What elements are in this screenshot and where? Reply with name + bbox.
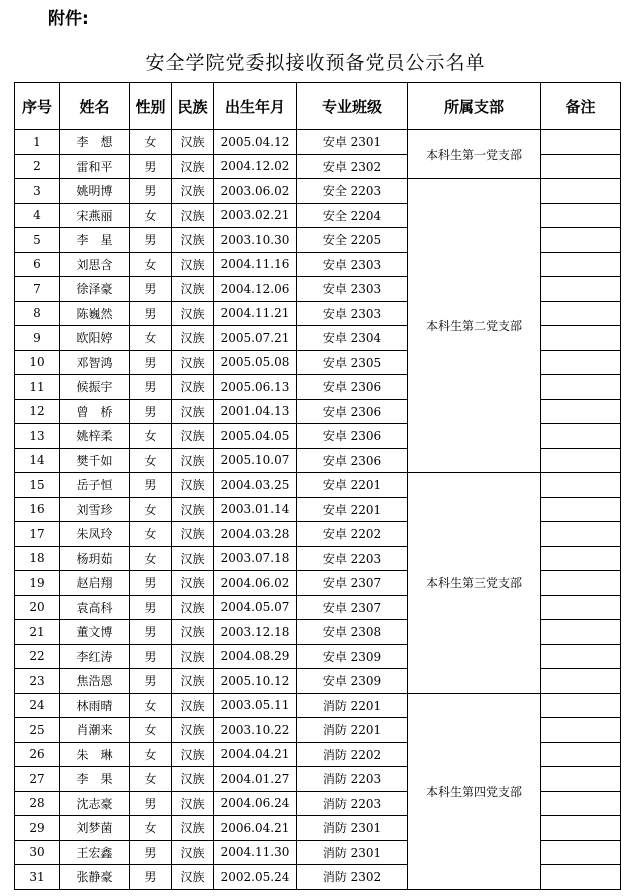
- header-row: [15, 83, 621, 130]
- cell-name: 陈巍然: [60, 301, 130, 326]
- cell-birth: 2004.06.02: [214, 571, 297, 596]
- cell-ethnicity: 汉族: [172, 228, 214, 253]
- cell-name: 宋燕丽: [60, 203, 130, 228]
- cell-class: 安卓 2303: [297, 301, 408, 326]
- cell-birth: 2001.04.13: [214, 399, 297, 424]
- cell-birth: 2004.11.16: [214, 252, 297, 277]
- cell-gender: 男: [130, 228, 172, 253]
- cell-ethnicity: 汉族: [172, 350, 214, 375]
- cell-gender: 男: [130, 669, 172, 694]
- cell-remark: [541, 669, 621, 694]
- cell-index: 4: [15, 203, 60, 228]
- cell-ethnicity: 汉族: [172, 399, 214, 424]
- cell-gender: 女: [130, 203, 172, 228]
- cell-birth: 2006.04.21: [214, 816, 297, 841]
- cell-gender: 女: [130, 497, 172, 522]
- cell-class: 安卓 2303: [297, 277, 408, 302]
- cell-remark: [541, 816, 621, 841]
- cell-birth: 2005.10.07: [214, 448, 297, 473]
- cell-birth: 2005.07.21: [214, 326, 297, 351]
- cell-birth: 2004.05.07: [214, 595, 297, 620]
- cell-class: 安卓 2201: [297, 497, 408, 522]
- cell-index: 5: [15, 228, 60, 253]
- header-gender: 性别: [130, 83, 172, 130]
- cell-ethnicity: 汉族: [172, 816, 214, 841]
- cell-index: 10: [15, 350, 60, 375]
- cell-ethnicity: 汉族: [172, 424, 214, 449]
- cell-class: 安卓 2306: [297, 448, 408, 473]
- cell-class: 安卓 2303: [297, 252, 408, 277]
- cell-name: 李 想: [60, 130, 130, 155]
- cell-gender: 男: [130, 301, 172, 326]
- cell-name: 赵启翔: [60, 571, 130, 596]
- cell-remark: [541, 228, 621, 253]
- cell-ethnicity: 汉族: [172, 448, 214, 473]
- cell-index: 30: [15, 840, 60, 865]
- cell-class: 安卓 2202: [297, 522, 408, 547]
- cell-ethnicity: 汉族: [172, 595, 214, 620]
- cell-class: 消防 2202: [297, 742, 408, 767]
- cell-index: 19: [15, 571, 60, 596]
- cell-class: 安全 2203: [297, 179, 408, 204]
- cell-index: 8: [15, 301, 60, 326]
- cell-gender: 女: [130, 130, 172, 155]
- cell-ethnicity: 汉族: [172, 571, 214, 596]
- cell-class: 安卓 2306: [297, 375, 408, 400]
- cell-remark: [541, 154, 621, 179]
- cell-ethnicity: 汉族: [172, 154, 214, 179]
- cell-index: 18: [15, 546, 60, 571]
- cell-remark: [541, 767, 621, 792]
- cell-gender: 女: [130, 326, 172, 351]
- cell-ethnicity: 汉族: [172, 865, 214, 890]
- cell-birth: 2004.06.24: [214, 791, 297, 816]
- cell-ethnicity: 汉族: [172, 522, 214, 547]
- cell-index: 15: [15, 473, 60, 498]
- cell-name: 徐泽豪: [60, 277, 130, 302]
- cell-ethnicity: 汉族: [172, 840, 214, 865]
- cell-class: 安卓 2305: [297, 350, 408, 375]
- cell-gender: 男: [130, 791, 172, 816]
- cell-ethnicity: 汉族: [172, 718, 214, 743]
- cell-class: 消防 2302: [297, 865, 408, 890]
- cell-gender: 男: [130, 399, 172, 424]
- cell-birth: 2003.10.30: [214, 228, 297, 253]
- cell-class: 安全 2204: [297, 203, 408, 228]
- cell-gender: 男: [130, 595, 172, 620]
- cell-gender: 女: [130, 693, 172, 718]
- cell-index: 24: [15, 693, 60, 718]
- cell-birth: 2004.12.06: [214, 277, 297, 302]
- cell-ethnicity: 汉族: [172, 497, 214, 522]
- cell-class: 消防 2203: [297, 791, 408, 816]
- cell-index: 3: [15, 179, 60, 204]
- cell-index: 27: [15, 767, 60, 792]
- cell-gender: 女: [130, 424, 172, 449]
- cell-class: 安卓 2307: [297, 595, 408, 620]
- header-index: 序号: [15, 83, 60, 130]
- cell-name: 林雨晴: [60, 693, 130, 718]
- cell-remark: [541, 840, 621, 865]
- cell-name: 沈志豪: [60, 791, 130, 816]
- cell-name: 王宏鑫: [60, 840, 130, 865]
- cell-birth: 2005.10.12: [214, 669, 297, 694]
- cell-index: 9: [15, 326, 60, 351]
- cell-gender: 男: [130, 154, 172, 179]
- cell-ethnicity: 汉族: [172, 669, 214, 694]
- cell-class: 安卓 2308: [297, 620, 408, 645]
- cell-class: 消防 2301: [297, 840, 408, 865]
- cell-index: 7: [15, 277, 60, 302]
- cell-remark: [541, 301, 621, 326]
- cell-gender: 男: [130, 644, 172, 669]
- cell-class: 安卓 2302: [297, 154, 408, 179]
- cell-ethnicity: 汉族: [172, 277, 214, 302]
- cell-remark: [541, 473, 621, 498]
- cell-name: 姚梓柔: [60, 424, 130, 449]
- document-title: 安全学院党委拟接收预备党员公示名单: [145, 52, 486, 74]
- header-branch: 所属支部: [408, 83, 541, 130]
- cell-remark: [541, 350, 621, 375]
- cell-ethnicity: 汉族: [172, 179, 214, 204]
- cell-name: 曾 桥: [60, 399, 130, 424]
- cell-remark: [541, 399, 621, 424]
- candidate-table: [14, 82, 621, 890]
- cell-index: 16: [15, 497, 60, 522]
- cell-remark: [541, 130, 621, 155]
- cell-class: 消防 2201: [297, 718, 408, 743]
- cell-remark: [541, 595, 621, 620]
- cell-index: 14: [15, 448, 60, 473]
- cell-birth: 2004.11.21: [214, 301, 297, 326]
- cell-remark: [541, 424, 621, 449]
- cell-ethnicity: 汉族: [172, 252, 214, 277]
- cell-name: 朱凤玲: [60, 522, 130, 547]
- cell-class: 安全 2205: [297, 228, 408, 253]
- cell-name: 李红涛: [60, 644, 130, 669]
- cell-index: 6: [15, 252, 60, 277]
- cell-remark: [541, 326, 621, 351]
- cell-index: 12: [15, 399, 60, 424]
- cell-branch: 本科生第四党支部: [408, 693, 541, 889]
- cell-birth: 2003.07.18: [214, 546, 297, 571]
- cell-name: 岳子恒: [60, 473, 130, 498]
- cell-gender: 女: [130, 546, 172, 571]
- cell-class: 安卓 2201: [297, 473, 408, 498]
- cell-birth: 2004.03.28: [214, 522, 297, 547]
- cell-ethnicity: 汉族: [172, 791, 214, 816]
- cell-name: 雷和平: [60, 154, 130, 179]
- cell-ethnicity: 汉族: [172, 620, 214, 645]
- cell-name: 刘思含: [60, 252, 130, 277]
- cell-class: 安卓 2301: [297, 130, 408, 155]
- header-remark: 备注: [541, 83, 621, 130]
- cell-birth: 2004.03.25: [214, 473, 297, 498]
- header-ethnicity: 民族: [172, 83, 214, 130]
- cell-name: 樊千如: [60, 448, 130, 473]
- cell-name: 袁高科: [60, 595, 130, 620]
- cell-ethnicity: 汉族: [172, 546, 214, 571]
- cell-ethnicity: 汉族: [172, 693, 214, 718]
- cell-class: 安卓 2306: [297, 424, 408, 449]
- cell-class: 安卓 2307: [297, 571, 408, 596]
- cell-birth: 2005.06.13: [214, 375, 297, 400]
- cell-gender: 男: [130, 571, 172, 596]
- cell-remark: [541, 620, 621, 645]
- cell-gender: 男: [130, 179, 172, 204]
- cell-name: 杨玥茹: [60, 546, 130, 571]
- cell-birth: 2005.04.05: [214, 424, 297, 449]
- cell-branch: 本科生第二党支部: [408, 179, 541, 473]
- cell-birth: 2003.02.21: [214, 203, 297, 228]
- cell-gender: 男: [130, 620, 172, 645]
- cell-gender: 女: [130, 816, 172, 841]
- table-row: [15, 693, 621, 718]
- cell-remark: [541, 571, 621, 596]
- cell-name: 刘雪珍: [60, 497, 130, 522]
- cell-index: 2: [15, 154, 60, 179]
- cell-name: 焦浩恩: [60, 669, 130, 694]
- cell-gender: 女: [130, 742, 172, 767]
- cell-birth: 2002.05.24: [214, 865, 297, 890]
- cell-name: 张静豪: [60, 865, 130, 890]
- cell-index: 17: [15, 522, 60, 547]
- cell-remark: [541, 252, 621, 277]
- cell-gender: 女: [130, 718, 172, 743]
- cell-remark: [541, 448, 621, 473]
- cell-class: 消防 2301: [297, 816, 408, 841]
- cell-index: 25: [15, 718, 60, 743]
- cell-branch: 本科生第一党支部: [408, 130, 541, 179]
- cell-gender: 女: [130, 767, 172, 792]
- cell-ethnicity: 汉族: [172, 326, 214, 351]
- cell-class: 安卓 2304: [297, 326, 408, 351]
- cell-index: 13: [15, 424, 60, 449]
- cell-index: 11: [15, 375, 60, 400]
- cell-class: 安卓 2203: [297, 546, 408, 571]
- cell-gender: 男: [130, 375, 172, 400]
- cell-index: 22: [15, 644, 60, 669]
- cell-birth: 2003.05.11: [214, 693, 297, 718]
- cell-birth: 2004.08.29: [214, 644, 297, 669]
- cell-index: 29: [15, 816, 60, 841]
- cell-name: 李 星: [60, 228, 130, 253]
- cell-remark: [541, 546, 621, 571]
- cell-class: 消防 2203: [297, 767, 408, 792]
- cell-remark: [541, 277, 621, 302]
- cell-name: 姚明博: [60, 179, 130, 204]
- header-birth: 出生年月: [214, 83, 297, 130]
- cell-index: 31: [15, 865, 60, 890]
- cell-ethnicity: 汉族: [172, 742, 214, 767]
- cell-index: 21: [15, 620, 60, 645]
- cell-gender: 男: [130, 840, 172, 865]
- cell-gender: 男: [130, 350, 172, 375]
- header-name: 姓名: [60, 83, 130, 130]
- table-row: [15, 179, 621, 204]
- cell-class: 消防 2201: [297, 693, 408, 718]
- table-body: [15, 130, 621, 890]
- cell-gender: 女: [130, 522, 172, 547]
- cell-gender: 男: [130, 865, 172, 890]
- cell-branch: 本科生第三党支部: [408, 473, 541, 694]
- cell-index: 28: [15, 791, 60, 816]
- cell-remark: [541, 742, 621, 767]
- cell-birth: 2003.01.14: [214, 497, 297, 522]
- cell-remark: [541, 865, 621, 890]
- cell-birth: 2003.12.18: [214, 620, 297, 645]
- cell-class: 安卓 2309: [297, 669, 408, 694]
- cell-ethnicity: 汉族: [172, 767, 214, 792]
- cell-remark: [541, 718, 621, 743]
- cell-gender: 女: [130, 448, 172, 473]
- cell-name: 候振宇: [60, 375, 130, 400]
- cell-name: 李 果: [60, 767, 130, 792]
- cell-gender: 男: [130, 473, 172, 498]
- cell-remark: [541, 791, 621, 816]
- cell-ethnicity: 汉族: [172, 301, 214, 326]
- cell-name: 刘梦菌: [60, 816, 130, 841]
- cell-remark: [541, 693, 621, 718]
- cell-name: 肖潮来: [60, 718, 130, 743]
- cell-ethnicity: 汉族: [172, 644, 214, 669]
- cell-ethnicity: 汉族: [172, 203, 214, 228]
- cell-birth: 2003.06.02: [214, 179, 297, 204]
- cell-gender: 女: [130, 252, 172, 277]
- cell-birth: 2004.11.30: [214, 840, 297, 865]
- cell-remark: [541, 375, 621, 400]
- cell-class: 安卓 2306: [297, 399, 408, 424]
- attachment-label: 附件:: [48, 9, 89, 29]
- header-class: 专业班级: [297, 83, 408, 130]
- cell-ethnicity: 汉族: [172, 130, 214, 155]
- cell-remark: [541, 644, 621, 669]
- cell-remark: [541, 203, 621, 228]
- cell-name: 董文博: [60, 620, 130, 645]
- cell-index: 26: [15, 742, 60, 767]
- cell-gender: 男: [130, 277, 172, 302]
- cell-name: 朱 琳: [60, 742, 130, 767]
- cell-remark: [541, 179, 621, 204]
- cell-remark: [541, 497, 621, 522]
- table-row: [15, 473, 621, 498]
- cell-index: 1: [15, 130, 60, 155]
- cell-birth: 2004.01.27: [214, 767, 297, 792]
- cell-index: 23: [15, 669, 60, 694]
- cell-ethnicity: 汉族: [172, 375, 214, 400]
- cell-birth: 2004.04.21: [214, 742, 297, 767]
- cell-birth: 2003.10.22: [214, 718, 297, 743]
- table-row: [15, 130, 621, 155]
- cell-class: 安卓 2309: [297, 644, 408, 669]
- cell-name: 邓智鸿: [60, 350, 130, 375]
- cell-remark: [541, 522, 621, 547]
- cell-birth: 2004.12.02: [214, 154, 297, 179]
- cell-name: 欧阳婷: [60, 326, 130, 351]
- cell-birth: 2005.04.12: [214, 130, 297, 155]
- cell-birth: 2005.05.08: [214, 350, 297, 375]
- cell-index: 20: [15, 595, 60, 620]
- cell-ethnicity: 汉族: [172, 473, 214, 498]
